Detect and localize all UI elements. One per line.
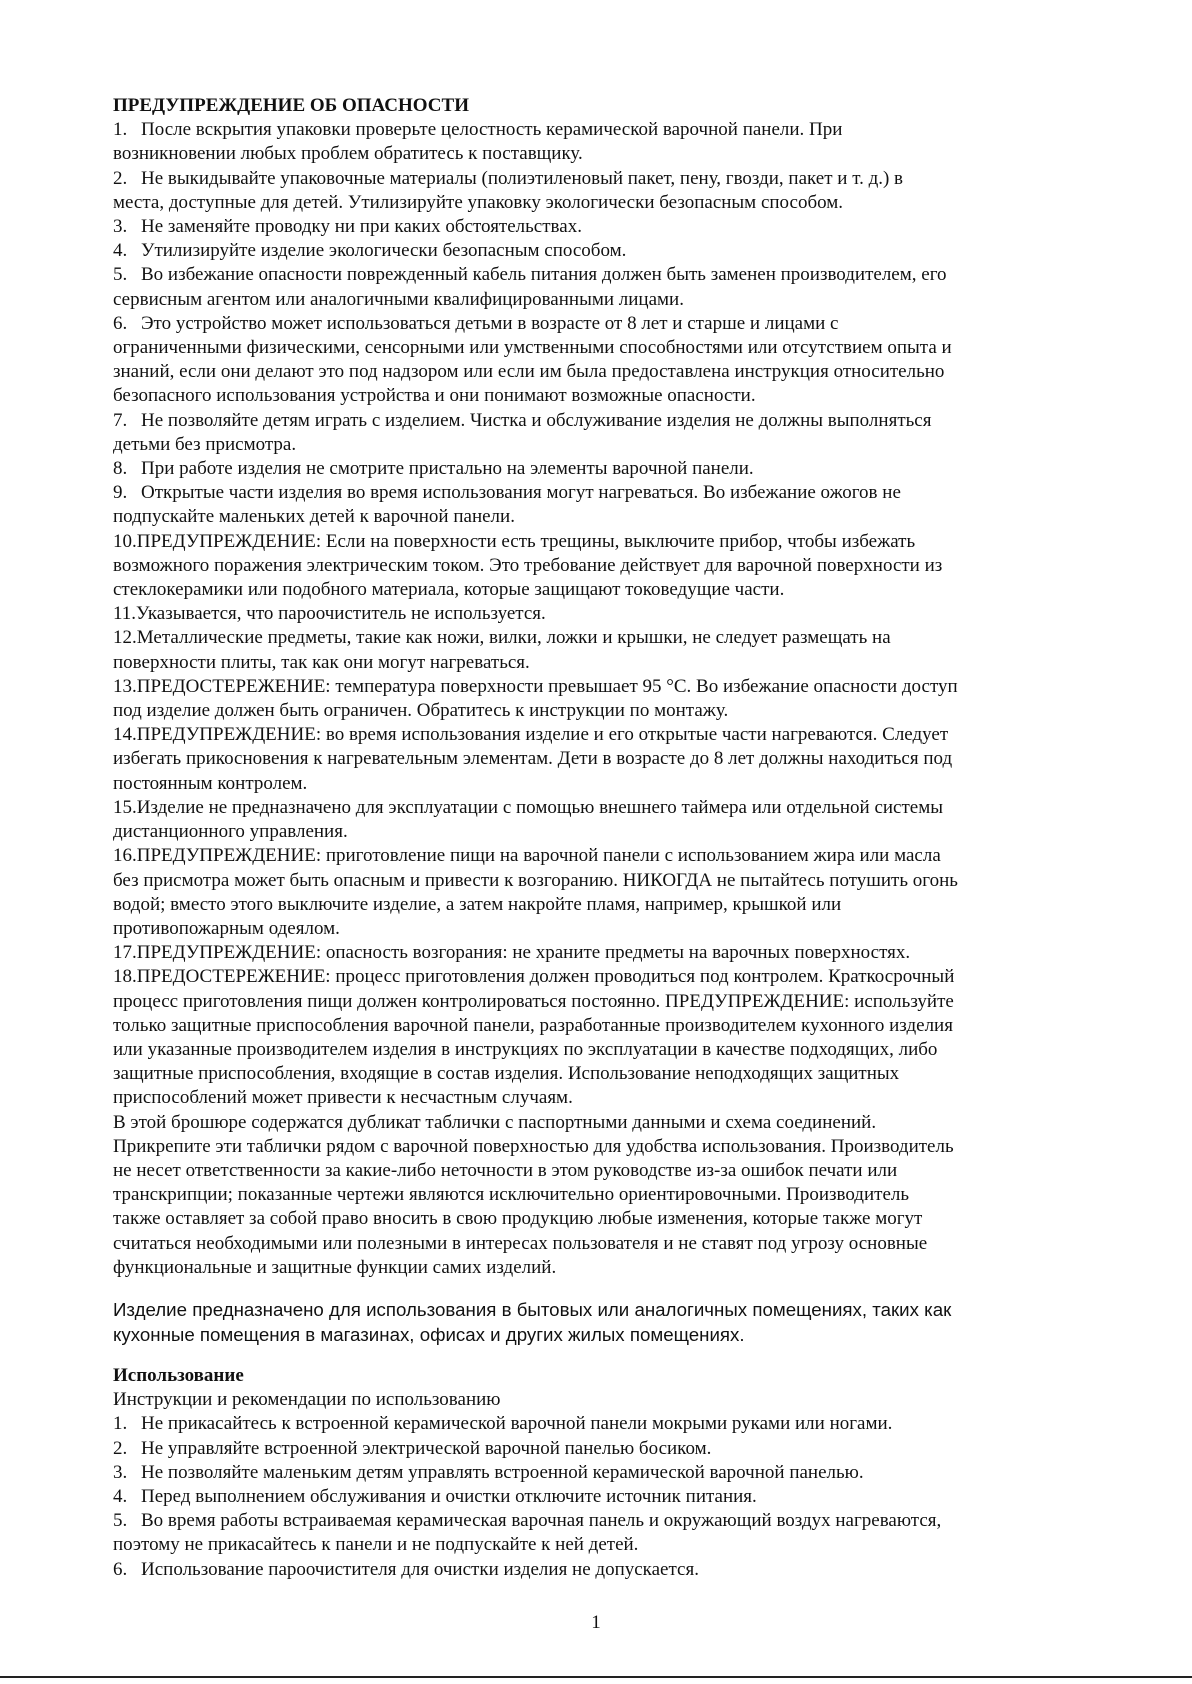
list-item-text: безопасного использования устройства и они понимают возможные опасности. xyxy=(113,385,756,407)
list-item-line xyxy=(113,215,1106,239)
list-item-number: 2. xyxy=(113,167,128,189)
list-item-text: Открытые части изделия во время использования могут нагреваться. Во избежание ожогов не xyxy=(141,482,901,504)
list-item-text: ПРЕДУПРЕЖДЕНИЕ: опасность возгорания: не храните предметы на варочных поверхностях. xyxy=(136,942,911,964)
list-item-text: Не выкидывайте упаковочные материалы (полиэтиленовый пакет, пену, гвозди, пакет и т. д.) в xyxy=(141,167,904,189)
list-item-line xyxy=(113,917,1106,941)
list-item-text: Металлические предметы, такие как ножи, вилки, ложки и крышки, не следует размещать на xyxy=(136,627,891,649)
list-item-text: или указанные производителем изделия в инструкциях по эксплуатации в качестве подходящих, либо xyxy=(113,1038,938,1060)
list-item-line xyxy=(113,1086,1106,1110)
list-item-line xyxy=(113,772,1106,796)
list-item-line xyxy=(113,723,1106,747)
list-item-text: только защитные приспособления варочной панели, разработанные производителем кухонного изделия xyxy=(113,1014,953,1036)
list-item-line xyxy=(113,1062,1106,1086)
list-item-number: 5. xyxy=(113,264,128,286)
list-item-line xyxy=(113,844,1106,868)
list-item-text: ПРЕДУПРЕЖДЕНИЕ: Если на поверхности есть трещины, выключите прибор, чтобы избежать xyxy=(136,530,916,552)
list-item-line xyxy=(113,1014,1106,1038)
list-item-number: 10. xyxy=(113,530,137,552)
list-item-text: поверхности плиты, так как они могут нагреваться. xyxy=(113,651,530,673)
list-item-text: без присмотра может быть опасным и привести к возгоранию. НИКОГДА не пытайтесь потушить огонь xyxy=(113,869,958,891)
list-item xyxy=(113,457,1106,481)
list-item-text: стеклокерамики или подобного материала, которые защищают токоведущие части. xyxy=(113,579,785,601)
list-item-text: сервисным агентом или аналогичными квалифицированными лицами. xyxy=(113,288,684,310)
notice-paragraph xyxy=(113,1111,1106,1280)
list-item-number: 1. xyxy=(113,119,128,141)
list-item-line xyxy=(113,1038,1106,1062)
list-item-text: После вскрытия упаковки проверьте целостность керамической варочной панели. При xyxy=(141,119,843,141)
list-item-line xyxy=(113,869,1106,893)
bottom-rule xyxy=(0,1676,1192,1678)
list-item-number: 5. xyxy=(113,1510,128,1532)
list-item-line xyxy=(113,167,1106,191)
list-item-number: 6. xyxy=(113,1558,128,1580)
list-item xyxy=(113,965,1106,1110)
list-item-text: дистанционного управления. xyxy=(113,821,348,843)
list-item-number: 3. xyxy=(113,1461,128,1483)
list-item-number: 14. xyxy=(113,724,137,746)
list-item-line xyxy=(113,747,1106,771)
list-item xyxy=(113,118,1106,166)
list-item-line xyxy=(113,384,1106,408)
list-item-number: 7. xyxy=(113,409,128,431)
list-item-number: 3. xyxy=(113,216,128,238)
list-item-text: При работе изделия не смотрите пристально на элементы варочной панели. xyxy=(141,458,754,480)
list-item xyxy=(113,602,1106,626)
list-item-line xyxy=(113,699,1106,723)
list-item-line xyxy=(113,554,1106,578)
list-item-line xyxy=(113,1558,1106,1582)
list-item-text: ПРЕДОСТЕРЕЖЕНИЕ: температура поверхности превышает 95 °С. Во избежание опасности доступ xyxy=(136,675,958,697)
list-item xyxy=(113,723,1106,796)
list-item-text: ПРЕДОСТЕРЕЖЕНИЕ: процесс приготовления должен проводиться под контролем. Краткосрочный xyxy=(136,966,955,988)
list-item-number: 13. xyxy=(113,675,137,697)
purpose-line: Изделие предназначено для использования в бытовых или аналогичных помещениях, таких как xyxy=(113,1298,952,1320)
list-item xyxy=(113,1558,1106,1582)
list-item-number: 15. xyxy=(113,796,137,818)
list-item-text: Не позволяйте маленьким детям управлять встроенной керамической варочной панелью. xyxy=(141,1461,864,1483)
list-item-line xyxy=(113,481,1106,505)
usage-list xyxy=(113,1412,1106,1581)
list-item xyxy=(113,1485,1106,1509)
list-item-number: 2. xyxy=(113,1437,128,1459)
list-item-line xyxy=(113,263,1106,287)
list-item-number: 8. xyxy=(113,458,128,480)
list-item-number: 11. xyxy=(113,603,137,625)
document-page xyxy=(113,94,1106,1582)
list-item-number: 18. xyxy=(113,966,137,988)
list-item-number: 16. xyxy=(113,845,137,867)
list-item-number: 4. xyxy=(113,240,128,262)
notice-line: Прикрепите эти таблички рядом с варочной поверхностью для удобства использования. Производитель xyxy=(113,1135,954,1157)
list-item-line xyxy=(113,239,1106,263)
list-item-line xyxy=(113,336,1106,360)
usage-subheading: Инструкции и рекомендации по использованию xyxy=(113,1389,501,1411)
list-item-text: возникновении любых проблем обратитесь к поставщику. xyxy=(113,143,583,165)
list-item-line xyxy=(113,626,1106,650)
notice-line: не несет ответственности за какие-либо неточности в этом руководстве из-за ошибок печати или xyxy=(113,1159,898,1181)
list-item-text: избегать прикосновения к нагревательным элементам. Дети в возрасте до 8 лет должны находиться под xyxy=(113,748,953,770)
list-item-text: Не управляйте встроенной электрической варочной панелью босиком. xyxy=(141,1437,712,1459)
notice-line: считаться необходимыми или полезными в интересах пользователя и не ставят под угрозу основные xyxy=(113,1232,928,1254)
list-item-line xyxy=(113,288,1106,312)
list-item-text: Перед выполнением обслуживания и очистки отключите источник питания. xyxy=(141,1485,757,1507)
list-item xyxy=(113,312,1106,409)
list-item-text: под изделие должен быть ограничен. Обратитесь к инструкции по монтажу. xyxy=(113,700,729,722)
list-item-line xyxy=(113,457,1106,481)
list-item-line xyxy=(113,118,1106,142)
list-item-line xyxy=(113,312,1106,336)
list-item-text: Изделие не предназначено для эксплуатации с помощью внешнего таймера или отдельной системы xyxy=(136,796,943,818)
list-item-number: 17. xyxy=(113,942,137,964)
list-item-line xyxy=(113,409,1106,433)
warning-list xyxy=(113,118,1106,1110)
list-item-line xyxy=(113,1461,1106,1485)
notice-line: также оставляет за собой право вносить в свою продукцию любые изменения, которые также могут xyxy=(113,1208,923,1230)
list-item-line xyxy=(113,602,1106,626)
list-item-text: Не заменяйте проводку ни при каких обстоятельствах. xyxy=(141,216,582,238)
list-item-line xyxy=(113,505,1106,529)
list-item-text: противопожарным одеялом. xyxy=(113,917,340,939)
list-item xyxy=(113,1461,1106,1485)
list-item-number: 6. xyxy=(113,312,128,334)
list-item-line xyxy=(113,820,1106,844)
warning-heading: ПРЕДУПРЕЖДЕНИЕ ОБ ОПАСНОСТИ xyxy=(113,95,469,116)
list-item-text: постоянным контролем. xyxy=(113,772,308,794)
purpose-line: кухонные помещения в магазинах, офисах и других жилых помещениях. xyxy=(113,1323,745,1345)
list-item-line xyxy=(113,433,1106,457)
list-item xyxy=(113,941,1106,965)
list-item-number: 9. xyxy=(113,482,128,504)
list-item xyxy=(113,481,1106,529)
notice-line: функциональные и защитные функции самих изделий. xyxy=(113,1256,557,1278)
list-item-line xyxy=(113,578,1106,602)
list-item-text: процесс приготовления пищи должен контролироваться постоянно. ПРЕДУПРЕЖДЕНИЕ: используйте xyxy=(113,990,954,1012)
list-item-line xyxy=(113,941,1106,965)
list-item-number: 1. xyxy=(113,1413,128,1435)
list-item-text: возможного поражения электрическим током. Это требование действует для варочной поверхности из xyxy=(113,554,943,576)
list-item xyxy=(113,844,1106,941)
list-item-text: приспособлений может привести к несчастным случаям. xyxy=(113,1087,573,1109)
list-item-line xyxy=(113,530,1106,554)
list-item-text: подпускайте маленьких детей к варочной панели. xyxy=(113,506,515,528)
list-item xyxy=(113,1437,1106,1461)
list-item-number: 12. xyxy=(113,627,137,649)
list-item-text: Не прикасайтесь к встроенной керамической варочной панели мокрыми руками или ногами. xyxy=(141,1413,893,1435)
list-item-line xyxy=(113,142,1106,166)
list-item xyxy=(113,215,1106,239)
purpose-paragraph xyxy=(113,1297,1106,1347)
notice-line: транскрипции; показанные чертежи являются исключительно ориентировочными. Производитель xyxy=(113,1184,910,1206)
list-item xyxy=(113,530,1106,603)
list-item xyxy=(113,239,1106,263)
list-item-line xyxy=(113,675,1106,699)
list-item-text: Во время работы встраиваемая керамическая варочная панель и окружающий воздух нагреваются, xyxy=(141,1510,942,1532)
list-item-text: защитные приспособления, входящие в состав изделия. Использование неподходящих защитных xyxy=(113,1063,900,1085)
list-item-line xyxy=(113,1412,1106,1436)
list-item-text: детьми без присмотра. xyxy=(113,433,297,455)
list-item-text: поэтому не прикасайтесь к панели и не подпускайте к ней детей. xyxy=(113,1534,639,1556)
list-item-text: Утилизируйте изделие экологически безопасным способом. xyxy=(141,240,627,262)
list-item-line xyxy=(113,360,1106,384)
list-item-line xyxy=(113,1509,1106,1533)
list-item-line xyxy=(113,1533,1106,1557)
list-item-line xyxy=(113,1485,1106,1509)
list-item-text: знаний, если они делают это под надзором или если им была предоставлена инструкция относительно xyxy=(113,361,945,383)
list-item-line xyxy=(113,990,1106,1014)
list-item-text: места, доступные для детей. Утилизируйте упаковку экологически безопасным способом. xyxy=(113,191,844,213)
list-item xyxy=(113,263,1106,311)
list-item-text: водой; вместо этого выключите изделие, а затем накройте пламя, например, крышкой или xyxy=(113,893,842,915)
list-item-number: 4. xyxy=(113,1485,128,1507)
list-item-line xyxy=(113,965,1106,989)
list-item-text: ПРЕДУПРЕЖДЕНИЕ: приготовление пищи на варочной панели с использованием жира или масла xyxy=(136,845,941,867)
list-item xyxy=(113,1509,1106,1557)
usage-heading: Использование xyxy=(113,1364,244,1386)
list-item xyxy=(113,1412,1106,1436)
list-item-line xyxy=(113,191,1106,215)
list-item-text: ограниченными физическими, сенсорными или умственными способностями или отсутствием опыта и xyxy=(113,337,952,359)
list-item-text: Не позволяйте детям играть с изделием. Чистка и обслуживание изделия не должны выполняться xyxy=(141,409,932,431)
list-item-line xyxy=(113,1437,1106,1461)
list-item-text: Во избежание опасности поврежденный кабель питания должен быть заменен производителем, его xyxy=(141,264,947,286)
list-item xyxy=(113,796,1106,844)
notice-line: В этой брошюре содержатся дубликат таблички с паспортными данными и схема соединений. xyxy=(113,1111,877,1133)
list-item-line xyxy=(113,651,1106,675)
list-item-text: Указывается, что пароочиститель не используется. xyxy=(136,603,546,625)
list-item xyxy=(113,675,1106,723)
list-item-line xyxy=(113,893,1106,917)
list-item-text: Использование пароочистителя для очистки изделия не допускается. xyxy=(141,1558,699,1580)
list-item xyxy=(113,626,1106,674)
list-item-line xyxy=(113,796,1106,820)
page-number: 1 xyxy=(591,1612,601,1633)
list-item xyxy=(113,167,1106,215)
list-item-text: Это устройство может использоваться детьми в возрасте от 8 лет и старше и лицами с xyxy=(141,312,839,334)
list-item xyxy=(113,409,1106,457)
list-item-text: ПРЕДУПРЕЖДЕНИЕ: во время использования изделие и его открытые части нагреваются. Следует xyxy=(136,724,949,746)
